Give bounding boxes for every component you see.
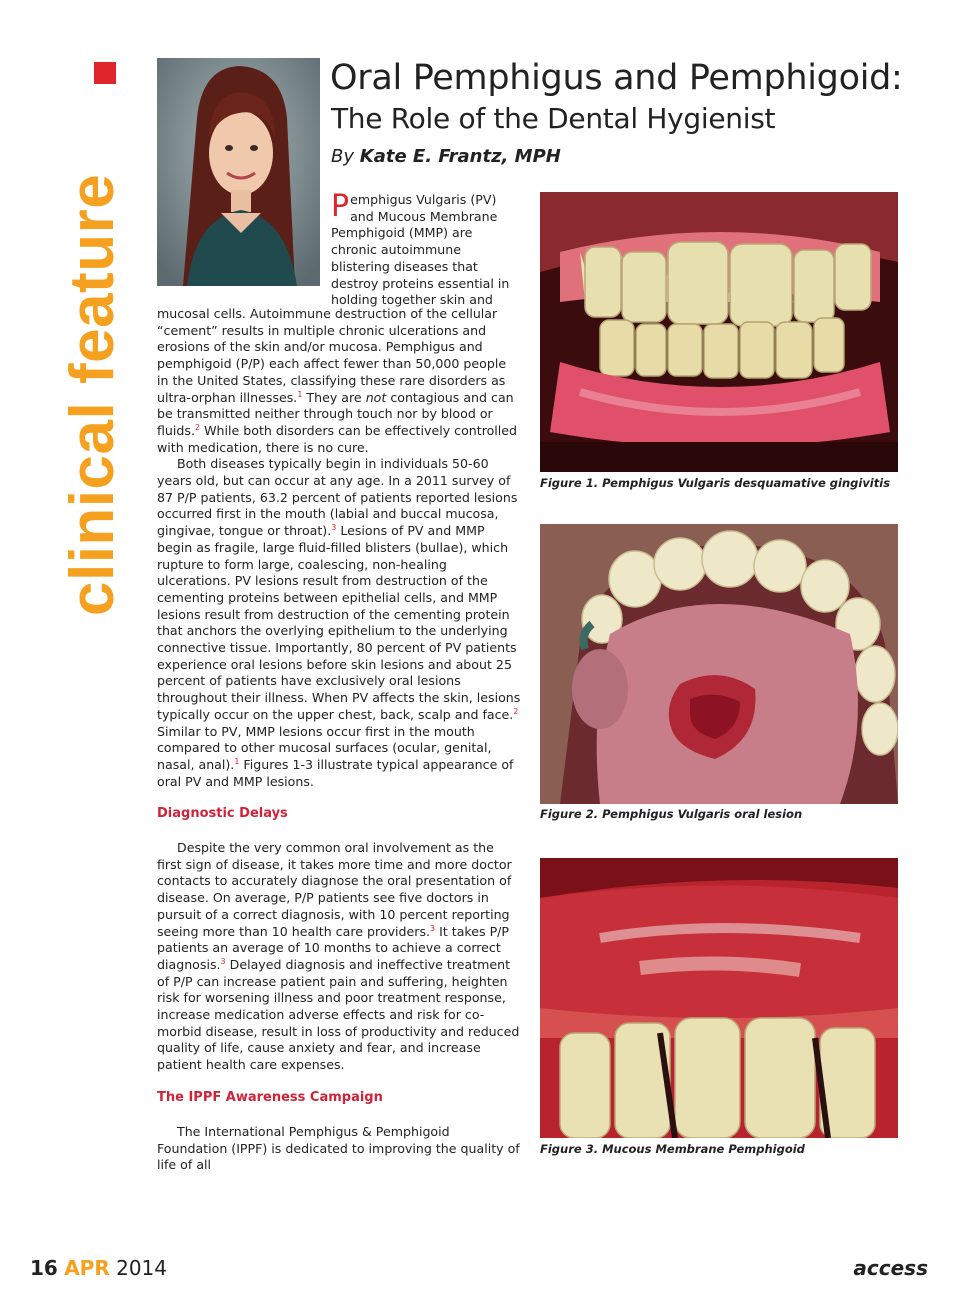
section-label: clinical feature	[58, 173, 127, 616]
citation: 2	[513, 706, 519, 716]
figure-1-photo	[540, 192, 898, 472]
text-run: Lesions of PV and MMP begin as fragile, large fluid-filled blisters (bullae), which rupture to form large, coalescing, non-healing ulcerations. PV lesions result from destruction of the cementing proteins between epithelial cells, and MMP lesions result from destruction of the cementing protein that anchors the overlying epithelium to the underlying connective tissue. Importantly, 80 percent of PV patients experience oral lesions before skin lesions and about 25 percent of patients have exclusively oral lesions throughout their illness. When PV affects the skin, lesions typically occur on the upper chest, back, scalp and face.	[157, 523, 521, 722]
figure-1-caption: Figure 1. Pemphigus Vulgaris desquamative gingivitis	[540, 476, 891, 490]
text-run: While both disorders can be effectively controlled with medication, there is no cure.	[157, 422, 518, 455]
citation: 3	[430, 923, 436, 933]
citation: 2	[194, 422, 201, 432]
text-run: Delayed diagnosis and ineffective treatment of P/P can increase patient pain and suffering, heighten risk for worsening illness and poor treatment response, increase medication adverse effects and risk for co-morbid disease, result in loss of productivity and reduced quality of life, cause anxiety and fear, and increase patient health care expenses.	[157, 956, 520, 1073]
issue-year: 2014	[116, 1256, 168, 1280]
byline	[331, 145, 561, 169]
body-paragraph-1	[157, 306, 521, 456]
byline-prefix: By	[331, 146, 355, 167]
text-run: contagious and can be transmitted neither through touch nor by blood or fluids.	[157, 389, 514, 438]
figure-3-photo	[540, 858, 898, 1138]
figure-3-caption: Figure 3. Mucous Membrane Pemphigoid	[540, 1142, 805, 1156]
author-name: Kate E. Frantz, MPH	[359, 146, 561, 167]
diagnostic-section	[157, 840, 521, 1074]
article-subtitle: The Role of the Dental Hygienist	[331, 102, 776, 135]
citation: 1	[234, 756, 240, 766]
intro-text: emphigus Vulgaris (PV) and Mucous Membrane Pemphigoid (MMP) are chronic autoimmune blistering diseases that destroy proteins essential in holding together skin and	[331, 192, 510, 308]
text-run: Despite the very common oral involvement as the first sign of disease, it takes more time and more doctor contacts to accurately diagnose the oral presentation of disease. On average, P/P patients see five doctors in pursuit of a correct diagnosis, with 10 percent reporting seeing more than 10 health care providers.	[157, 840, 512, 939]
text-run: mucosal cells. Autoimmune destruction of the cellular “cement” results in multiple chronic ulcerations and erosions of the skin and/or mucosa. Pemphigus and pemphigoid (P/P) each affect fewer than 50,000 people in the United States, classifying these rare disorders as ultra-orphan illnesses.	[157, 306, 507, 405]
author-photo	[157, 58, 320, 286]
diagnostic-paragraph	[157, 840, 521, 1074]
issue-month: APR	[64, 1256, 110, 1280]
citation: 3	[220, 956, 226, 966]
heading-ippf-campaign: The IPPF Awareness Campaign	[157, 1090, 383, 1105]
ippf-paragraph: The International Pemphigus & Pemphigoid Foundation (IPPF) is dedicated to improving the quality of life of all	[157, 1124, 520, 1173]
page-footer-date	[30, 1255, 167, 1281]
drop-cap: P	[331, 189, 350, 224]
body-column	[157, 306, 521, 790]
page-number: 16	[30, 1256, 58, 1280]
publication-name: access	[853, 1256, 928, 1280]
emphasis: not	[365, 389, 387, 405]
figure-2-caption: Figure 2. Pemphigus Vulgaris oral lesion	[540, 807, 803, 821]
intro-paragraph	[331, 189, 521, 309]
body-paragraph-2	[157, 456, 521, 790]
text-run: Figures 1-3 illustrate typical appearance of oral PV and MMP lesions.	[157, 756, 514, 789]
text-run: Similar to PV, MMP lesions occur first in the mouth compared to other mucosal surfaces (ocular, genital, nasal, anal).	[157, 723, 492, 772]
text-run: They are	[302, 389, 366, 405]
figure-2-photo	[540, 524, 898, 804]
citation: 3	[331, 523, 337, 533]
citation: 1	[297, 389, 303, 399]
text-run: Both diseases typically begin in individuals 50-60 years old, but can occur at any age. In a 2011 survey of 87 P/P patients, 63.2 percent of patients reported lesions occurred first in the mouth (labial and buccal mucosa, gingivae, tongue or throat).	[157, 456, 518, 539]
ippf-section	[157, 1124, 521, 1174]
heading-diagnostic-delays: Diagnostic Delays	[157, 806, 288, 821]
article-title: Oral Pemphigus and Pemphigoid:	[330, 58, 903, 98]
text-run: It takes P/P patients an average of 10 months to achieve a correct diagnosis.	[157, 923, 510, 972]
